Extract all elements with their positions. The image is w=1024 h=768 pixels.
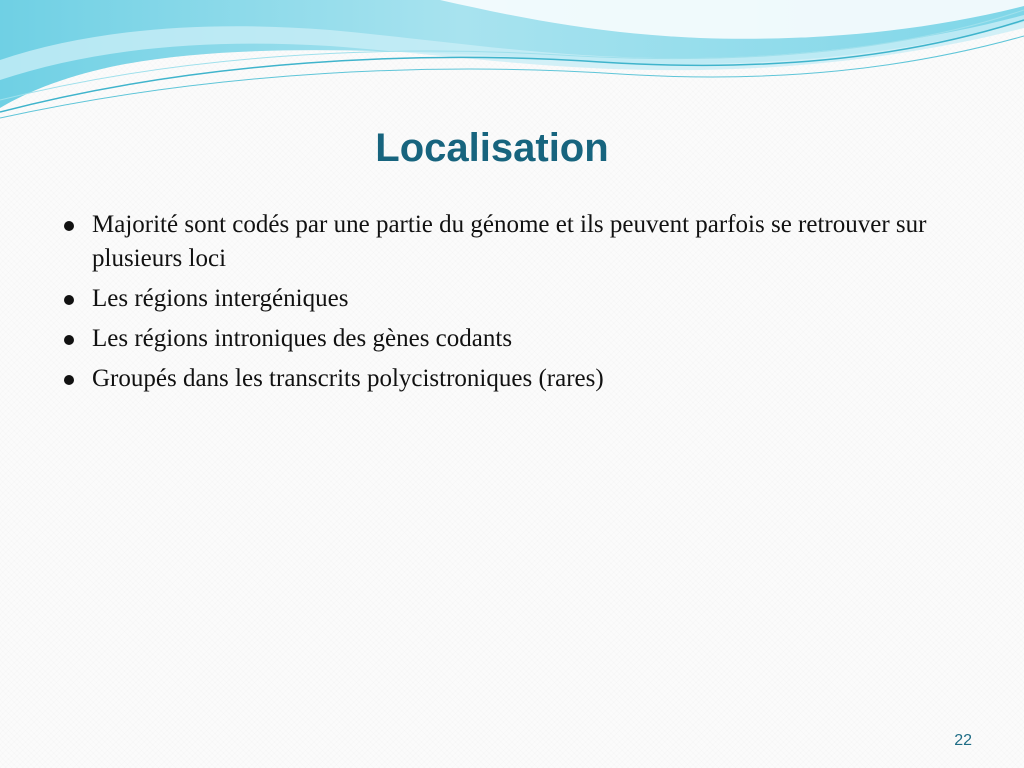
bullet-list [62,208,962,402]
bullet-item [62,322,962,356]
bullet-item [62,362,962,396]
bullet-dot-icon [64,221,74,231]
slide-title: Localisation [375,126,609,170]
bullet-item [62,208,962,276]
bullet-dot-icon [64,295,74,305]
bullet-text: Groupés dans les transcrits polycistroniques (rares) [92,365,604,392]
bullet-item [62,282,962,316]
bullet-text: Les régions introniques des gènes codants [92,325,513,352]
page-number: 22 [954,732,972,749]
bullet-dot-icon [64,375,74,385]
wave-header-decoration [0,0,1024,130]
bullet-dot-icon [64,335,74,345]
bullet-text: Majorité sont codés par une partie du génome et ils peuvent parfois se retrouver sur plusieurs loci [92,211,927,272]
bullet-text: Les régions intergéniques [92,285,349,312]
